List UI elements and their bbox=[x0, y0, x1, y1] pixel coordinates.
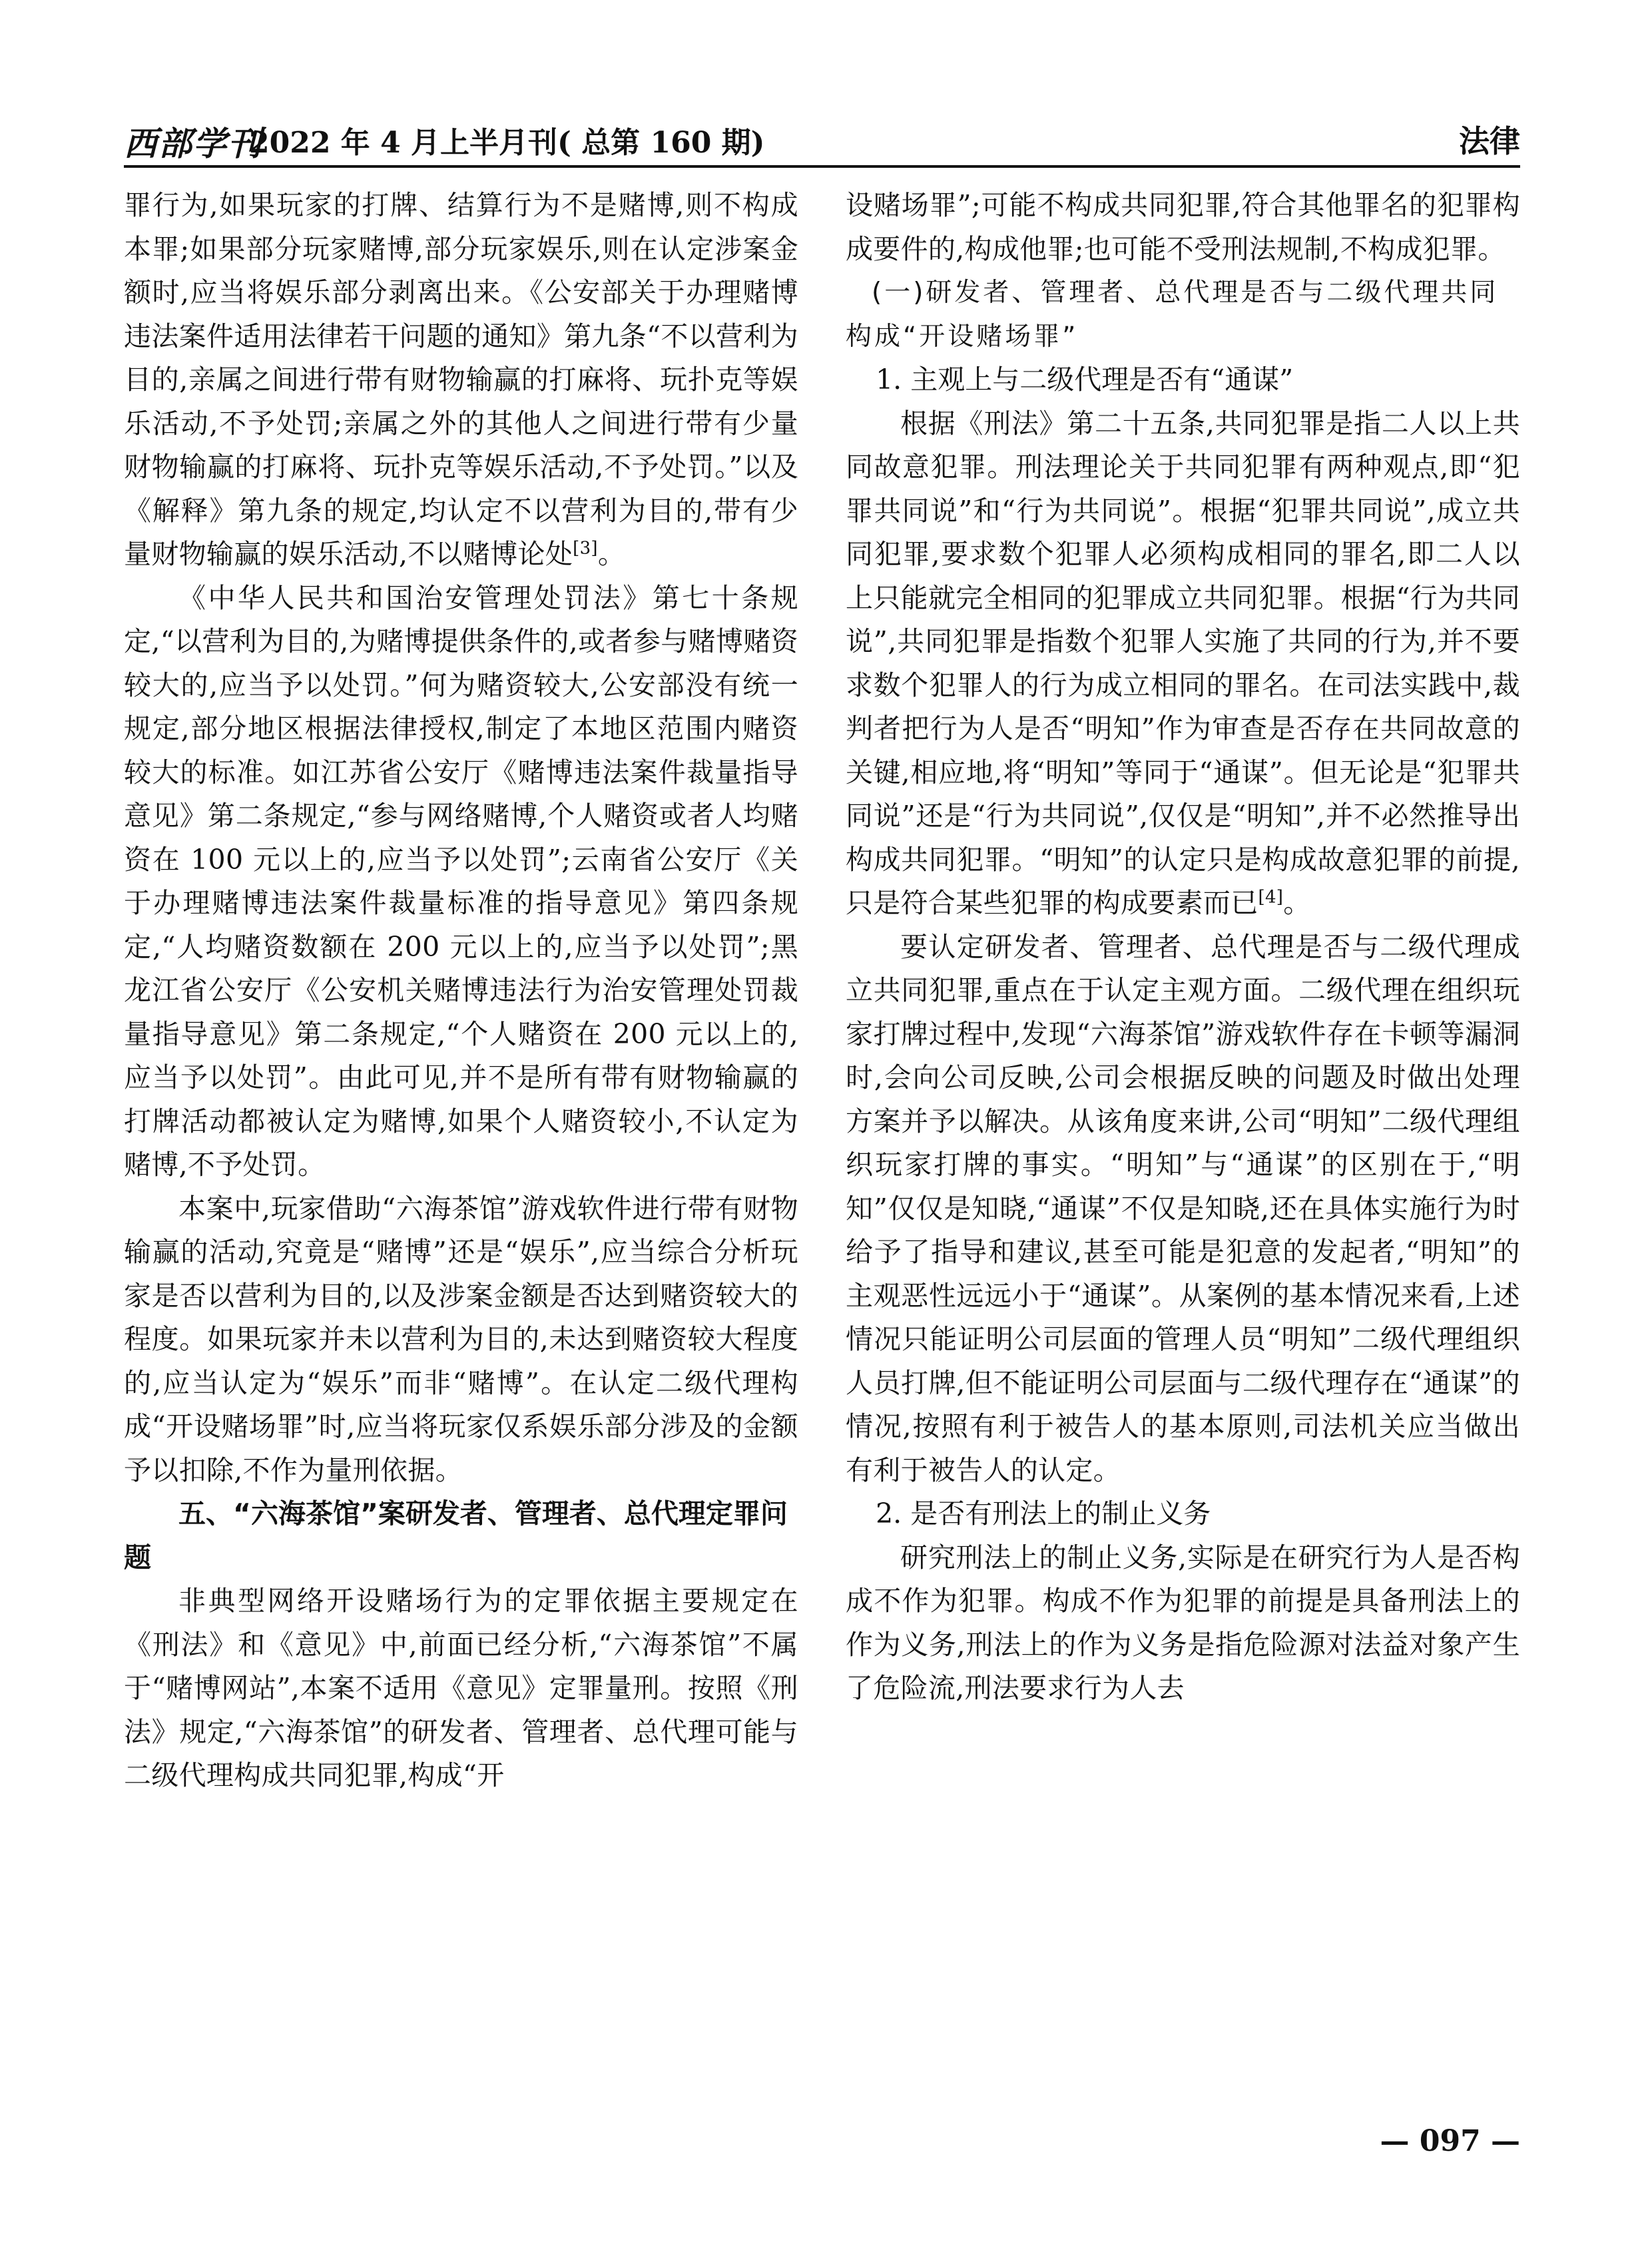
running-header bbox=[124, 117, 1520, 163]
section-heading: 五、“六海茶馆”案研发者、管理者、总代理定罪问题 bbox=[124, 1498, 788, 1573]
sub-heading: 1. 主观上与二级代理是否有“通谋” bbox=[876, 364, 1294, 396]
section-label: 法律 bbox=[1459, 123, 1520, 159]
left-column bbox=[124, 184, 798, 2088]
paragraph: 本案中,玩家借助“六海茶馆”游戏软件进行带有财物输赢的活动,究竟是“赌博”还是“娱乐”,应当综合分析玩家是否以营利为目的,以及涉案金额是否达到赌资较大的程度。如果玩家并未以营利为目的,未达到赌资较大程度的,应当认定为“娱乐”而非“赌博”。在认定二级代理构成“开设赌场罪”时,应当将玩家仅系娱乐部分涉及的金额予以扣除,不作为量刑依据。 bbox=[124, 1192, 798, 1486]
paragraph: 非典型网络开设赌场行为的定罪依据主要规定在《刑法》和《意见》中,前面已经分析,“六海茶馆”不属于“赌博网站”,本案不适用《意见》定罪量刑。按照《刑法》规定,“六海茶馆”的研发者、管理者、总代理可能与二级代理构成共同犯罪,构成“开 bbox=[124, 1585, 798, 1791]
paragraph-text: 罪行为,如果玩家的打牌、结算行为不是赌博,则不构成本罪;如果部分玩家赌博,部分玩家娱乐,则在认定涉案金额时,应当将娱乐部分剥离出来。《公安部关于办理赌博违法案件适用法律若干问题的通知》第九条“不以营利为目的,亲属之间进行带有财物输赢的打麻将、玩扑克等娱乐活动,不予处罚;亲属之外的其他人之间进行带有少量财物输赢的打麻将、玩扑克等娱乐活动,不予处罚。”以及《解释》第九条的规定,均认定不以营利为目的,带有少量财物输赢的娱乐活动,不以赌博论处 bbox=[124, 189, 798, 570]
footnote-ref: [4] bbox=[1258, 887, 1284, 908]
paragraph-end: 。 bbox=[1283, 887, 1311, 919]
journal-logo: 西部学刊 bbox=[124, 124, 262, 163]
sub-heading: 2. 是否有刑法上的制止义务 bbox=[876, 1498, 1211, 1530]
page-number: — 097 — bbox=[1380, 2124, 1520, 2158]
footnote-ref: [3] bbox=[573, 538, 598, 559]
header-rule bbox=[124, 165, 1520, 168]
paragraph bbox=[846, 402, 1520, 926]
paragraph-end: 。 bbox=[597, 538, 626, 570]
paragraph: 《中华人民共和国治安管理处罚法》第七十条规定,“以营利为目的,为赌博提供条件的,或者参与赌博赌资较大的,应当予以处罚。”何为赌资较大,公安部没有统一规定,部分地区根据法律授权,制定了本地区范围内赌资较大的标准。如江苏省公安厅《赌博违法案件裁量指导意见》第二条规定,“参与网络赌博,个人赌资或者人均赌资在 100 元以上的,应当予以处罚”;云南省公安厅《关于办理赌博违法案件裁量标准的指导意见》第四条规定,“人均赌资数额在 200 元以上的,应当予以处罚”;黑龙江省公安厅《公安机关赌博违法行为治安管理处罚裁量指导意见》第二条规定,“个人赌资在 200 元以上的,应当予以处罚”。由此可见,并不是所有带有财物输赢的打牌活动都被认定为赌博,如果个人赌资较小,不认定为赌博,不予处罚。 bbox=[124, 581, 798, 1181]
paragraph bbox=[124, 184, 798, 577]
paragraph: 研究刑法上的制止义务,实际是在研究行为人是否构成不作为犯罪。构成不作为犯罪的前提是具备刑法上的作为义务,刑法上的作为义务是指危险源对法益对象产生了危险流,刑法要求行为人去 bbox=[846, 1541, 1520, 1704]
paragraph-text: 根据《刑法》第二十五条,共同犯罪是指二人以上共同故意犯罪。刑法理论关于共同犯罪有两种观点,即“犯罪共同说”和“行为共同说”。根据“犯罪共同说”,成立共同犯罪,要求数个犯罪人必须构成相同的罪名,即二人以上只能就完全相同的犯罪成立共同犯罪。根据“行为共同说”,共同犯罪是指数个犯罪人实施了共同的行为,并不要求数个犯罪人的行为成立相同的罪名。在司法实践中,裁判者把行为人是否“明知”作为审查是否存在共同故意的关键,相应地,将“明知”等同于“通谋”。但无论是“犯罪共同说”还是“行为共同说”,仅仅是“明知”,并不必然推导出构成共同犯罪。“明知”的认定只是构成故意犯罪的前提,只是符合某些犯罪的构成要素而已 bbox=[846, 407, 1520, 919]
paragraph: 设赌场罪”;可能不构成共同犯罪,符合其他罪名的犯罪构成要件的,构成他罪;也可能不受刑法规制,不构成犯罪。 bbox=[846, 189, 1520, 265]
paragraph: 要认定研发者、管理者、总代理是否与二级代理成立共同犯罪,重点在于认定主观方面。二级代理在组织玩家打牌过程中,发现“六海茶馆”游戏软件存在卡顿等漏洞时,会向公司反映,公司会根据反映的问题及时做出处理方案并予以解决。从该角度来讲,公司“明知”二级代理组织玩家打牌的事实。“明知”与“通谋”的区别在于,“明知”仅仅是知晓,“通谋”不仅是知晓,还在具体实施行为时给予了指导和建议,甚至可能是犯意的发起者,“明知”的主观恶性远远小于“通谋”。从案例的基本情况来看,上述情况只能证明公司层面的管理人员“明知”二级代理组织人员打牌,但不能证明公司层面与二级代理存在“通谋”的情况,按照有利于被告人的基本原则,司法机关应当做出有利于被告人的认定。 bbox=[846, 930, 1520, 1486]
issue-info: 2022 年 4 月上半月刊( 总第 160 期) bbox=[249, 126, 765, 160]
subsection-heading: (一)研发者、管理者、总代理是否与二级代理共同构成“开设赌场罪” bbox=[846, 278, 1499, 352]
right-column bbox=[846, 184, 1520, 2088]
